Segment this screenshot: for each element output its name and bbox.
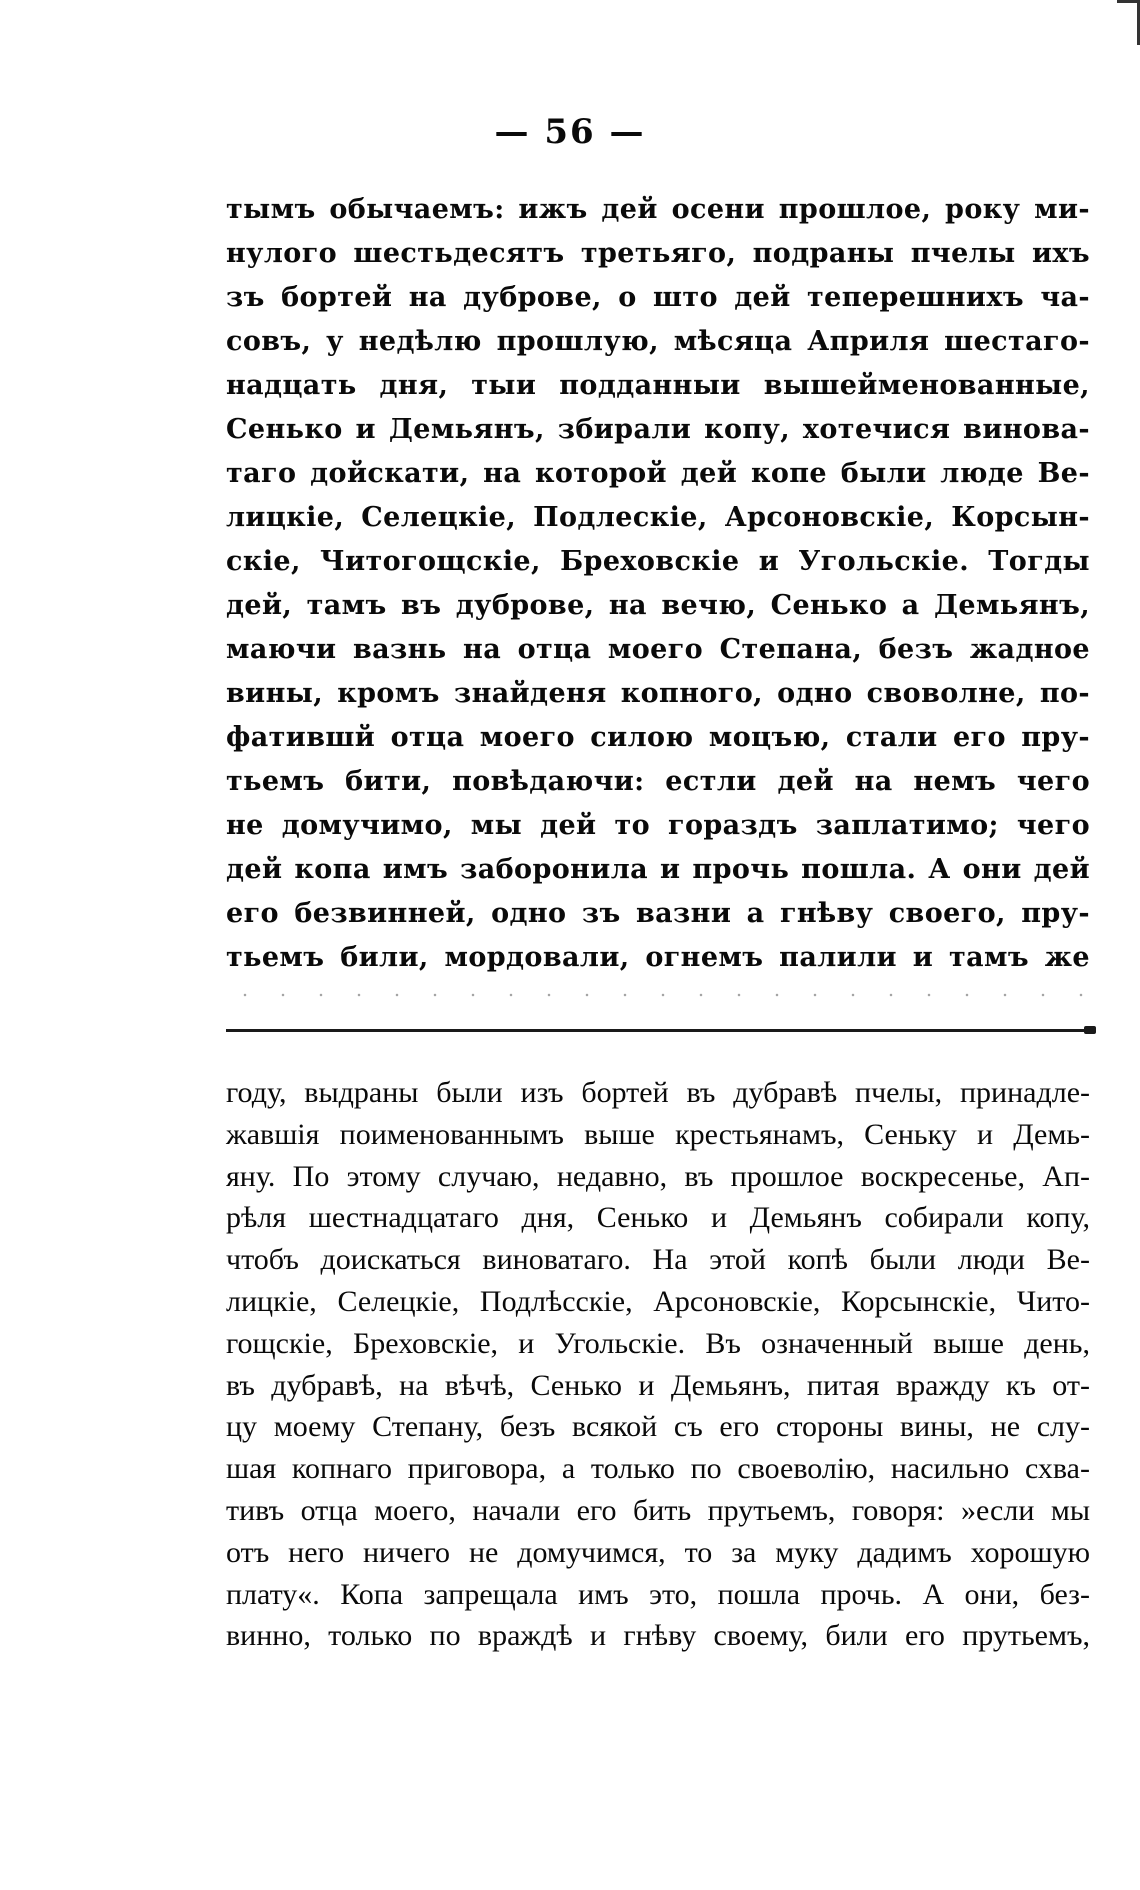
- original-line: нулого шестьдесятъ третьяго, подраны пчелы ихъ: [226, 238, 1090, 269]
- translation-line: въ дубравѣ, на вѣчѣ, Сенько и Демьянъ, питая вражду къ от-: [226, 1368, 1090, 1402]
- original-line: Сенько и Демьянъ, збирали копу, хотечися винова-: [226, 414, 1090, 445]
- scan-speckle-row: [226, 988, 1090, 1002]
- translation-line: жавшія поименованнымъ выше крестьянамъ, Сеньку и Демь-: [226, 1117, 1090, 1151]
- translation-line: плату«. Копа запрещала имъ это, пошла прочь. А они, без-: [226, 1577, 1090, 1611]
- translation-line: гощскіе, Бреховскіе, и Угольскіе. Въ означенный выше день,: [226, 1326, 1090, 1360]
- original-line: лицкіе, Селецкіе, Подлескіе, Арсоновскіе, Корсын-: [226, 502, 1090, 533]
- original-line: его безвинней, одно зъ вазни а гнѣву своего, пру-: [226, 898, 1090, 929]
- page-number: — 56 —: [494, 112, 646, 152]
- translation-line: чтобъ доискаться виноватаго. На этой копѣ были люди Ве-: [226, 1243, 1090, 1277]
- original-line: зъ бортей на дуброве, о што дей теперешнихъ ча-: [226, 282, 1090, 313]
- translation-line: рѣля шестнадцатаго дня, Сенько и Демьянъ собирали копу,: [226, 1201, 1090, 1235]
- original-line: тьемъ били, мордовали, огнемъ палили и тамъ же: [226, 942, 1090, 973]
- original-line: дей копа имъ заборонила и прочь пошла. А они дей: [226, 854, 1090, 885]
- translation-line: году, выдраны были изъ бортей въ дубравѣ пчелы, принадле-: [226, 1076, 1090, 1109]
- translation-line: винно, только по враждѣ и гнѣву своему, били его прутьемъ,: [226, 1619, 1090, 1653]
- scan-corner-mark: [1117, 0, 1140, 45]
- original-line: скіе, Читогощскіе, Бреховскіе и Угольскіе. Тогды: [226, 546, 1090, 577]
- original-line: не домучимо, мы дей то гораздъ заплатимо; чего: [226, 810, 1090, 841]
- translation-text-block: [226, 1072, 1090, 1657]
- original-line: тымъ обычаемъ: ижъ дей осени прошлое, року ми-: [226, 194, 1090, 225]
- translation-line: цу моему Степану, безъ всякой съ его стороны вины, не слу-: [226, 1410, 1090, 1444]
- original-line: фатившй отца моего силою моцъю, стали его пру-: [226, 722, 1090, 753]
- translation-line: лицкіе, Селецкіе, Подлѣсскіе, Арсоновскіе, Корсынскіе, Чито-: [226, 1284, 1090, 1318]
- translation-line: шая копнаго приговора, а только по своеволію, насильно схва-: [226, 1452, 1090, 1486]
- translation-line: отъ него ничего не домучимся, то за муку дадимъ хорошую: [226, 1535, 1090, 1569]
- original-line: вины, кромъ знайденя копного, одно своволне, по-: [226, 678, 1090, 709]
- original-line: таго дойскати, на которой дей копе были люде Ве-: [226, 458, 1090, 489]
- translation-line: яну. По этому случаю, недавно, въ прошлое воскресенье, Ап-: [226, 1159, 1090, 1193]
- original-line: надцать дня, тыи подданныи вышейменованные,: [226, 370, 1090, 401]
- translation-line: тивъ отца моего, начали его бить прутьемъ, говоря: »если мы: [226, 1493, 1090, 1527]
- original-line: маючи вазнь на отца моего Степана, безъ жадное: [226, 634, 1090, 665]
- original-line: совъ, у недѣлю прошлую, мѣсяца Априля шестаго-: [226, 326, 1090, 357]
- original-text-block: [226, 188, 1090, 980]
- original-line: тьемъ бити, повѣдаючи: естли дей на немъ чего: [226, 766, 1090, 797]
- original-line: дей, тамъ въ дуброве, на вечю, Сенько а Демьянъ,: [226, 590, 1090, 621]
- section-divider: [226, 1029, 1090, 1032]
